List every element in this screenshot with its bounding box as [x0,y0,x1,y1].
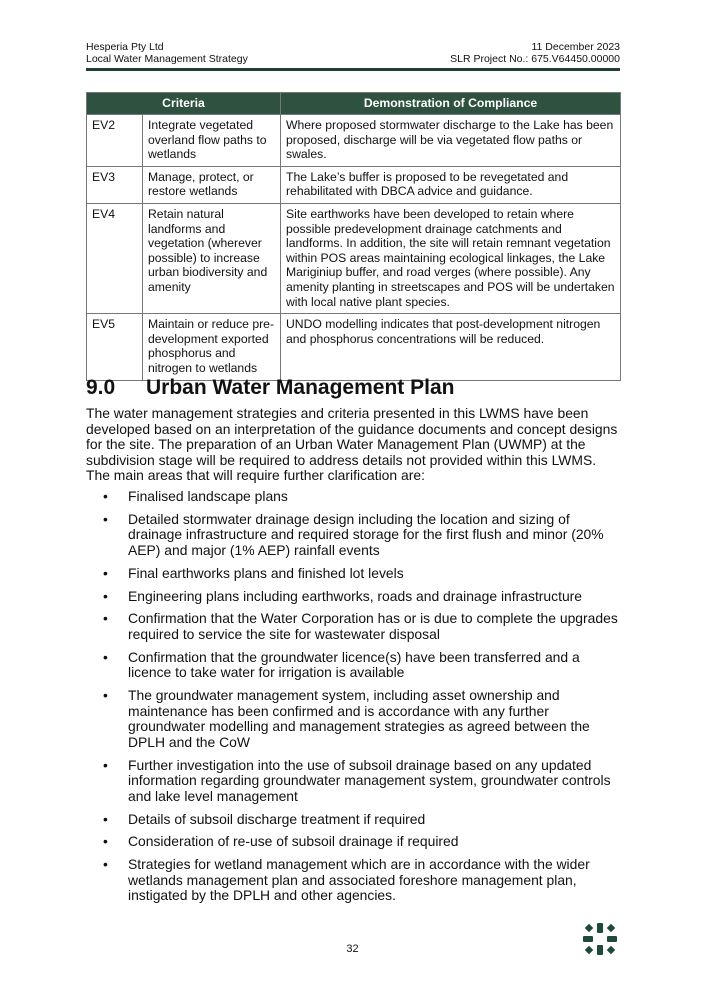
compliance-column-header: Demonstration of Compliance [281,93,621,115]
section-intro-paragraph: The water management strategies and criteria presented in this LWMS have been developed based on an interpretation of the guidance documents and concept designs for the site. The preparation of an Urban Water Management Plan (UWMP) at the subdivision stage will be required to address details not provided within this LWMS. The main areas that will require further clarification are: [86,405,618,484]
list-item-text: The groundwater management system, including asset ownership and maintenance has been confirmed and is accordance with any further groundwater modelling and management strategies as agreed between the DPLH and the CoW [128,687,590,750]
bullet-icon: • [103,610,108,627]
list-item [86,758,622,805]
bullet-icon: • [103,810,108,827]
criteria-text: Retain natural landforms and vegetation (wherever possible) to increase urban biodiversity and amenity [143,203,281,313]
compliance-text: Where proposed stormwater discharge to the Lake has been proposed, discharge will be via vegetated flow paths or swales. [281,115,621,167]
criteria-text: Manage, protect, or restore wetlands [143,166,281,203]
section-number: 9.0 [86,376,116,399]
list-item-text: Details of subsoil discharge treatment if required [128,810,426,827]
list-item [86,834,622,850]
bullet-icon: • [103,587,108,604]
section-title: Urban Water Management Plan [146,376,455,399]
criteria-code: EV2 [87,115,143,167]
header-company: Hesperia Pty Ltd [86,41,164,53]
compliance-text: UNDO modelling indicates that post-development nitrogen and phosphorus concentrations will be reduced. [281,314,621,380]
header-project-number: SLR Project No.: 675.V64450.00000 [450,53,620,65]
table-row [87,115,621,167]
list-item-text: Finalised landscape plans [128,488,288,504]
list-item [86,812,622,828]
list-item [86,857,622,904]
list-item-text: Detailed stormwater drainage design including the location and sizing of drainage infrastructure and required storage for the first flush and minor (20% AEP) and major (1% AEP) rainfall events [128,510,604,558]
criteria-table [86,92,621,381]
table-header-row [87,93,621,115]
bullet-icon: • [103,833,108,850]
list-item-text: Strategies for wetland management which are in accordance with the wider wetlands management plan and associated foreshore management plan, instigated by the DPLH and other agencies. [128,856,590,904]
list-item-text: Final earthworks plans and finished lot levels [128,564,404,581]
criteria-code: EV4 [87,203,143,313]
list-item [86,688,622,750]
criteria-text: Maintain or reduce pre-development exported phosphorus and nitrogen to wetlands [143,314,281,380]
section-heading [86,374,454,402]
bullet-icon: • [103,756,108,773]
bullet-icon: • [103,564,108,581]
bullet-icon: • [103,648,108,665]
table-row [87,166,621,203]
list-item [86,512,622,559]
bullet-icon: • [103,856,108,873]
list-item-text: Further investigation into the use of subsoil drainage based on any updated information regarding groundwater management system, groundwater controls and lake level management [128,756,611,804]
list-item [86,489,622,505]
compliance-text: Site earthworks have been developed to retain where possible predevelopment drainage catchments and landforms. In addition, the site will retain remnant vegetation within POS areas maintaining ecological linkages, the Lake Mariginiup buffer, and road verges (where possible). Any amenity planting in streetscapes and POS will be undertaken with local native plant species. [281,203,621,313]
bullet-icon: • [103,687,108,704]
table-row [87,203,621,313]
header-date: 11 December 2023 [531,41,620,53]
compliance-text: The Lake’s buffer is proposed to be revegetated and rehabilitated with DBCA advice and guidance. [281,166,621,203]
criteria-code: EV5 [87,314,143,380]
criteria-code: EV3 [87,166,143,203]
table-row [87,314,621,380]
list-item-text: Confirmation that the Water Corporation has or is due to complete the upgrades required to service the site for wastewater disposal [128,610,618,642]
criteria-text: Integrate vegetated overland flow paths to wetlands [143,115,281,167]
list-item [86,566,622,582]
list-item-text: Engineering plans including earthworks, roads and drainage infrastructure [128,587,583,604]
header-document-title: Local Water Management Strategy [86,53,248,65]
page-number: 32 [346,943,359,955]
clarification-bullet-list [86,489,622,911]
bullet-icon: • [103,510,108,527]
list-item-text: Consideration of re-use of subsoil drainage if required [128,833,459,850]
criteria-column-header: Criteria [87,93,281,115]
bullet-icon: • [103,488,108,504]
list-item-text: Confirmation that the groundwater licence(s) have been transferred and a licence to take water for irrigation is available [128,648,580,681]
slr-logo-icon [582,922,618,956]
list-item [86,650,622,681]
list-item [86,611,622,642]
header-divider [86,68,620,71]
list-item [86,589,622,605]
